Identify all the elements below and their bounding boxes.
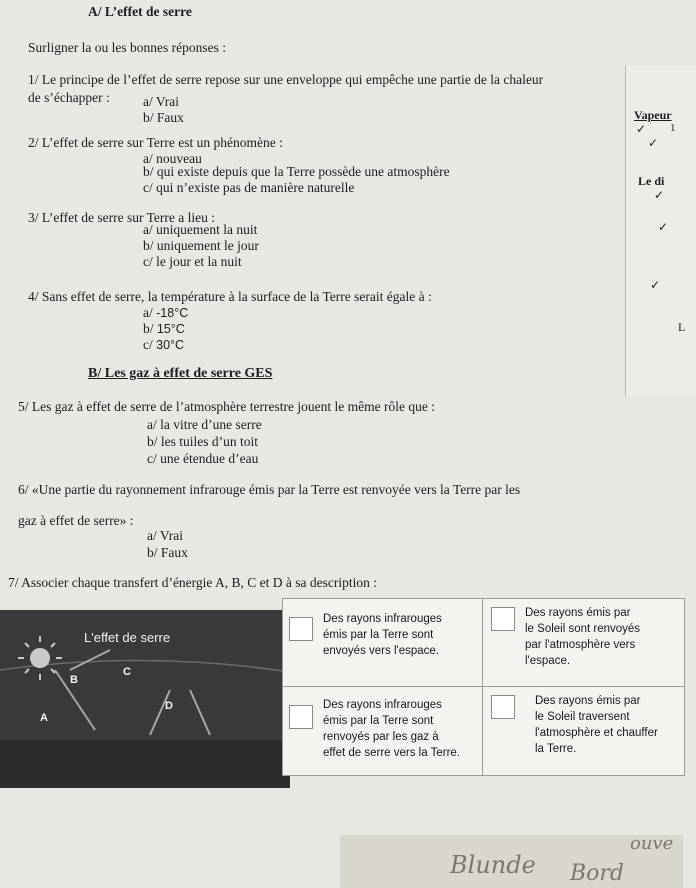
q4-option-c[interactable] (143, 337, 184, 353)
q1-text-line1: 1/ Le principe de l’effet de serre repose sur une enveloppe qui empêche une partie de la chaleur (28, 72, 544, 87)
section-b-title: B/ Les gaz à effet de serre GES (88, 366, 273, 381)
q2-option-a[interactable]: a/ nouveau (143, 151, 202, 166)
check-icon: ✓ (636, 122, 647, 136)
q4-option-b[interactable] (143, 321, 185, 337)
q5-option-a[interactable]: a/ la vitre d’une serre (147, 417, 262, 432)
q2-option-b[interactable]: b/ qui existe depuis que la Terre possède une atmosphère (143, 164, 450, 179)
answer-box[interactable] (491, 607, 515, 631)
q3-text: 3/ L’effet de serre sur Terre a lieu : (28, 210, 215, 225)
match-card-2-text: Des rayons émis par le Soleil sont renvoyés par l'atmosphère vers l'espace. (525, 607, 641, 667)
check-icon: ✓ (648, 136, 659, 150)
diagram-label-B: B (70, 674, 78, 686)
q4-option-a[interactable] (143, 305, 188, 321)
arrow-reflected (70, 650, 110, 670)
q4-option-b-prefix: b/ (143, 321, 154, 336)
match-card-4-text: Des rayons émis par le Soleil traversent l'atmosphère et chauffer la Terre. (535, 695, 658, 755)
q6-text-line2: gaz à effet de serre» : (18, 513, 134, 528)
q4-option-b-value: 15°C (156, 322, 185, 336)
answer-box[interactable] (491, 695, 515, 719)
q2-option-c[interactable]: c/ qui n’existe pas de manière naturelle (143, 180, 355, 195)
q6-text-line1: 6/ «Une partie du rayonnement infrarouge émis par la Terre est renvoyée vers la Terre par les (18, 482, 521, 497)
match-card-4[interactable] (482, 686, 685, 776)
side-mark-L: L (678, 320, 686, 334)
diagram-label-D: D (165, 700, 173, 712)
diagram-label-C: C (123, 666, 131, 678)
q5-option-c[interactable]: c/ une étendue d’eau (147, 451, 259, 466)
greenhouse-diagram (0, 610, 290, 788)
check-icon: ✓ (654, 188, 665, 202)
q6-option-a[interactable]: a/ Vrai (147, 528, 184, 543)
q3-option-b[interactable]: b/ uniquement le jour (143, 238, 259, 253)
side-vapeur: Vapeur (634, 108, 672, 122)
match-card-1[interactable] (282, 598, 484, 688)
handwriting-1: Blunde (450, 851, 536, 879)
check-icon: ✓ (650, 278, 661, 292)
answer-box[interactable] (289, 617, 313, 641)
q4-text: 4/ Sans effet de serre, la température à la surface de la Terre serait égale à : (28, 289, 432, 304)
handwriting-2: Bord (570, 861, 625, 886)
match-card-3[interactable] (282, 686, 484, 776)
ground (0, 740, 290, 788)
q1-text-line2: de s’échapper : (28, 90, 110, 105)
side-le-di: Le di (638, 174, 665, 188)
q4-option-c-prefix: c/ (143, 337, 153, 352)
q4-option-a-value: -18°C (156, 306, 189, 320)
q1-option-b[interactable]: b/ Faux (143, 110, 184, 125)
q7-text: 7/ Associer chaque transfert d’énergie A, B, C et D à sa description : (8, 575, 378, 590)
side-mark-1: 1 (670, 122, 676, 134)
side-sheet (625, 66, 696, 396)
q4-option-a-prefix: a/ (143, 305, 153, 320)
q4-option-c-value: 30°C (156, 338, 185, 352)
q6-option-b[interactable]: b/ Faux (147, 545, 188, 560)
q2-text: 2/ L’effet de serre sur Terre est un phénomène : (28, 135, 283, 150)
match-card-1-text: Des rayons infrarouges émis par la Terre sont envoyés vers l'espace. (323, 613, 442, 657)
arrow-infrared-up (150, 690, 170, 735)
q3-option-c[interactable]: c/ le jour et la nuit (143, 254, 242, 269)
bottom-paper-strip (340, 835, 683, 888)
diagram-title: L'effet de serre (84, 630, 171, 645)
q5-text: 5/ Les gaz à effet de serre de l’atmosphère terrestre jouent le même rôle que : (18, 399, 435, 414)
check-icon: ✓ (658, 220, 669, 234)
section-a-title: A/ L’effet de serre (88, 4, 192, 19)
arrow-infrared-down (190, 690, 210, 735)
instruction: Surligner la ou les bonnes réponses : (28, 40, 226, 55)
handwriting-3: ouve (630, 833, 674, 854)
q3-option-a[interactable]: a/ uniquement la nuit (143, 222, 258, 237)
q5-option-b[interactable]: b/ les tuiles d’un toit (147, 434, 258, 449)
match-card-3-text: Des rayons infrarouges émis par la Terre sont renvoyés par les gaz à effet de serre vers la Terre. (323, 699, 461, 759)
answer-box[interactable] (289, 705, 313, 729)
sun-icon (18, 636, 62, 680)
q1-option-a[interactable]: a/ Vrai (143, 94, 180, 109)
match-card-2[interactable] (482, 598, 685, 688)
diagram-label-A: A (40, 712, 48, 724)
